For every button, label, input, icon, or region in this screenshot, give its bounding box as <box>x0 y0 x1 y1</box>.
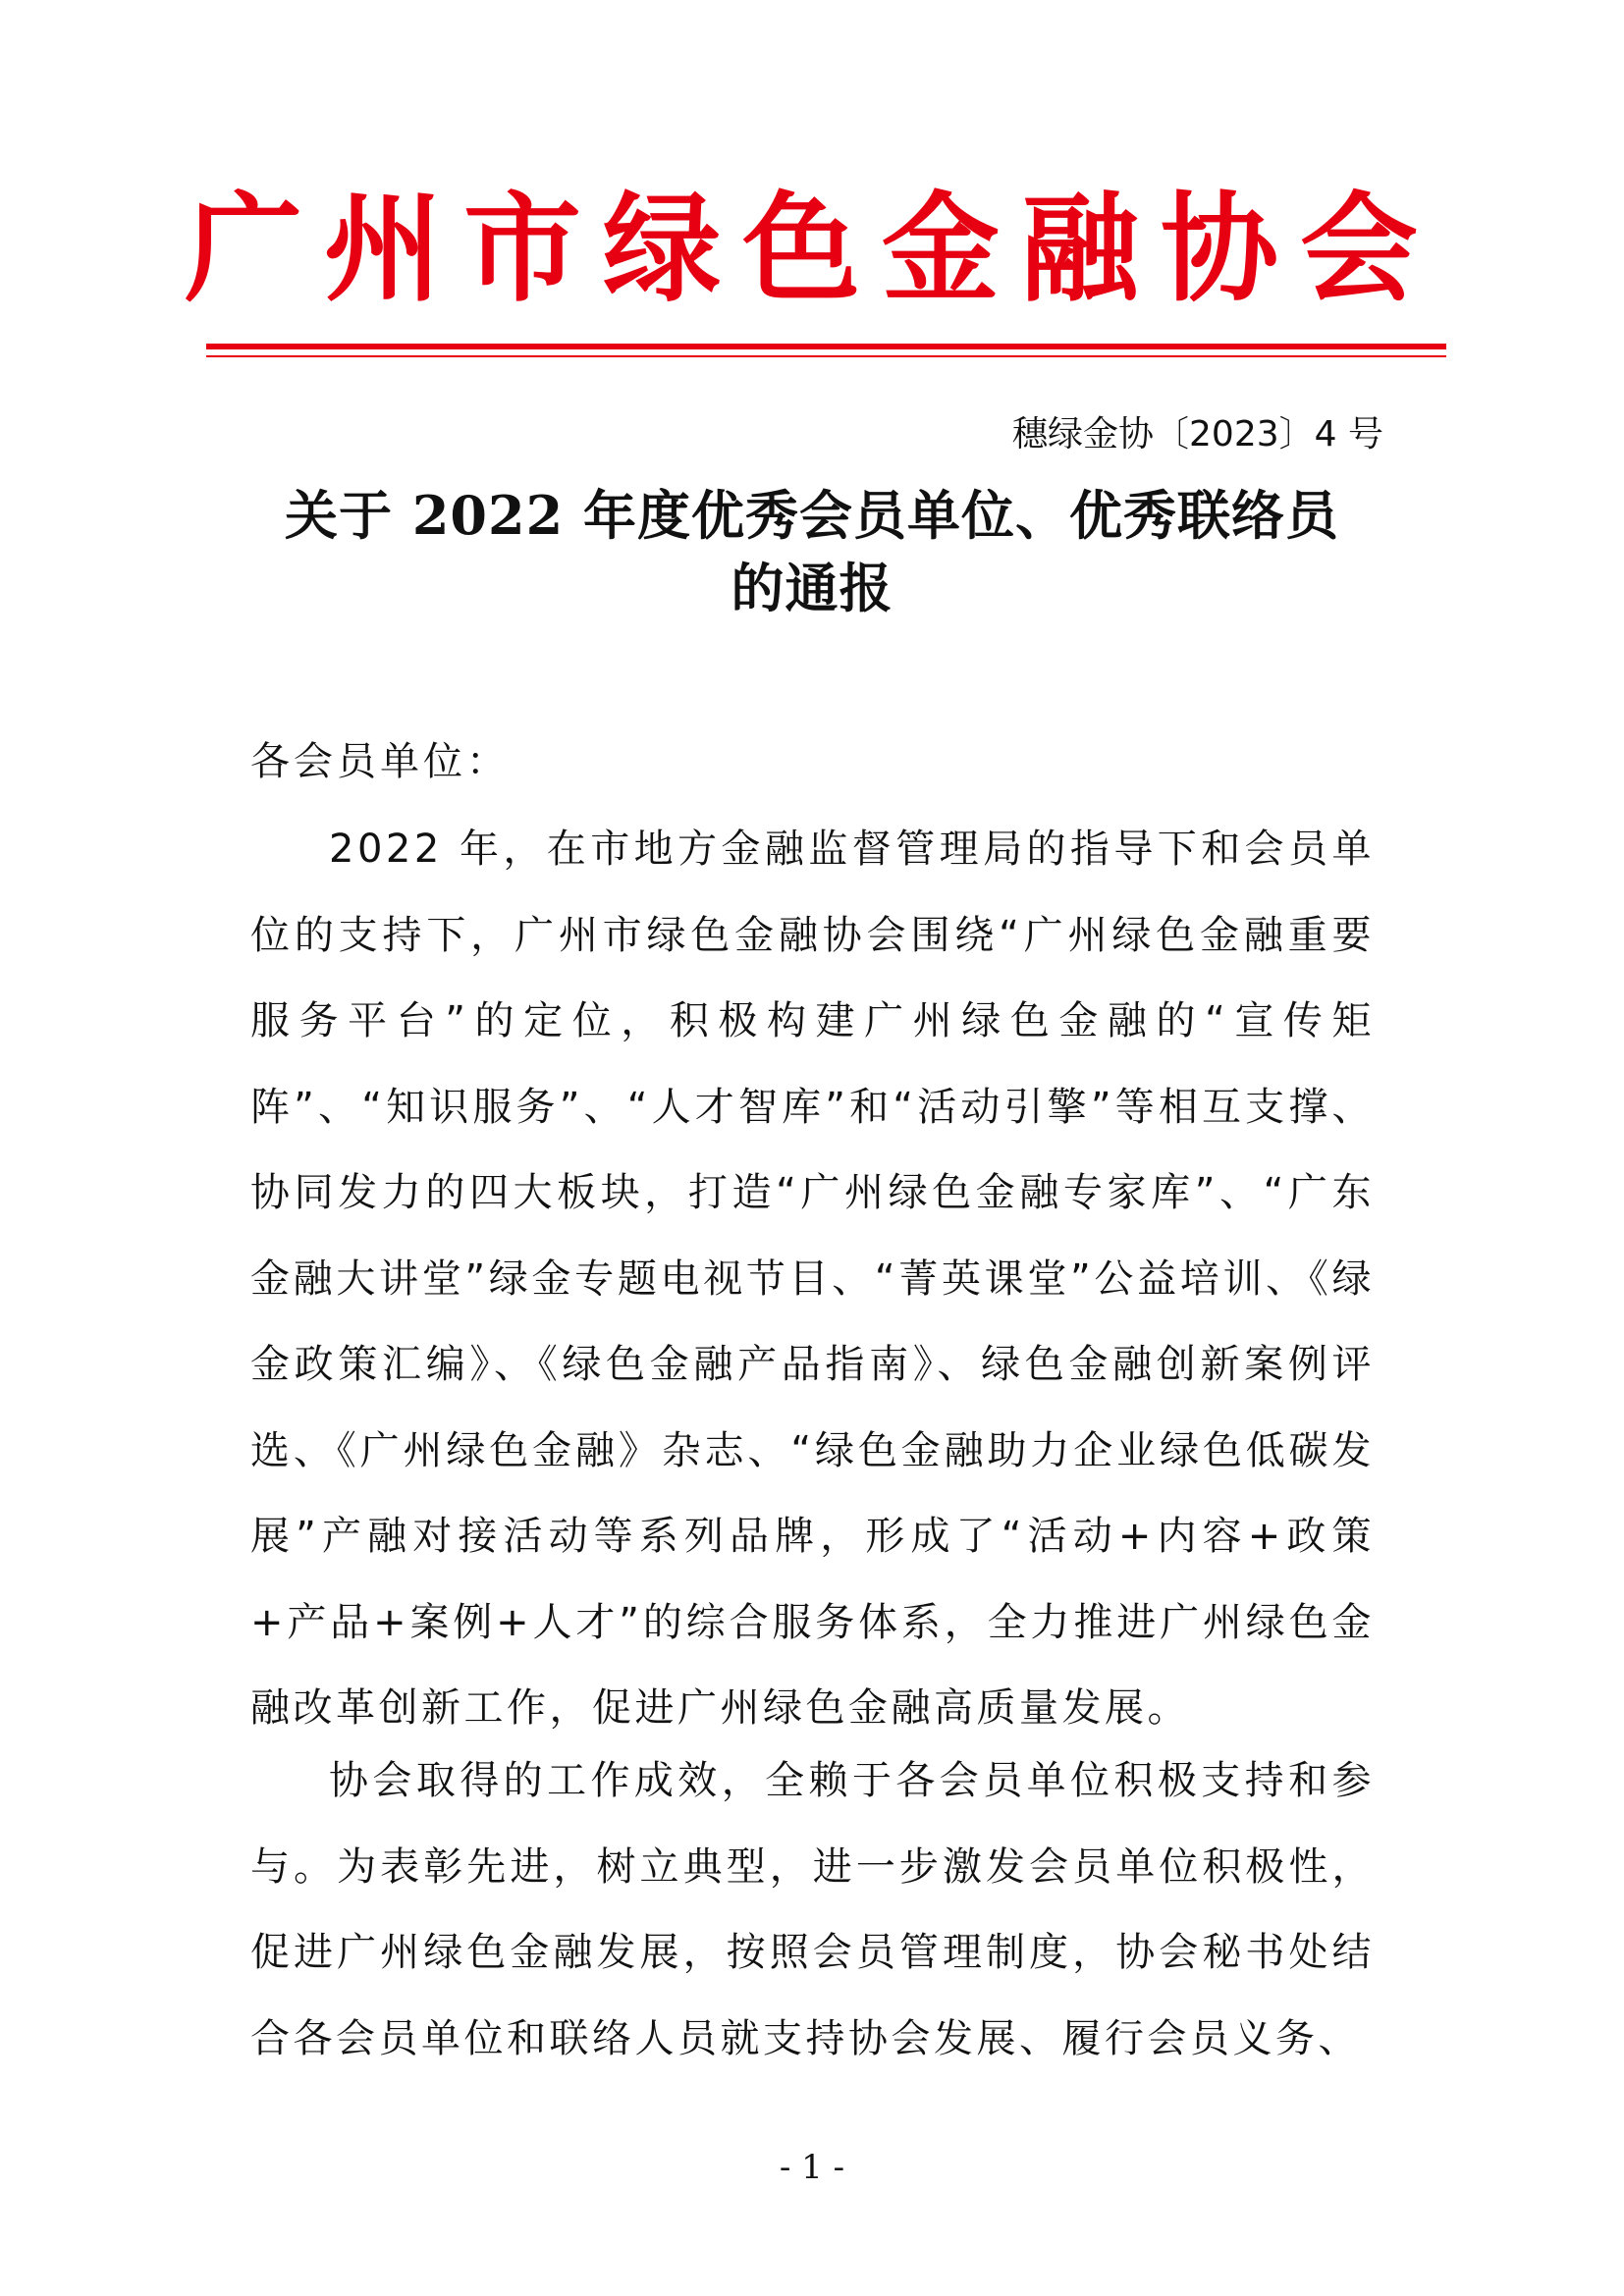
letterhead-rule-thin <box>206 355 1446 357</box>
letterhead-title: 广州市绿色金融协会 <box>185 182 1439 318</box>
document-title-line-2: 的通报 <box>731 557 893 619</box>
document-title <box>177 479 1447 624</box>
body-paragraph-1: 2022 年，在市地方金融监督管理局的指导下和会员单位的支持下，广州市绿色金融协会围绕“广州绿色金融重要服务平台”的定位，积极构建广州绿色金融的“宣传矩阵”、“知识服务”、“人才智库”和“活动引擎”等相互支撑、协同发力的四大板块，打造“广州绿色金融专家库”、“广东金融大讲堂”绿金专题电视节目、“菁英课堂”公益培训、《绿金政策汇编》、《绿色金融产品指南》、绿色金融创新案例评选、《广州绿色金融》杂志、“绿色金融助力企业绿色低碳发展”产融对接活动等系列品牌，形成了“活动+内容+政策+产品+案例+人才”的综合服务体系，全力推进广州绿色金融改革创新工作，促进广州绿色金融高质量发展。 <box>250 827 1375 1731</box>
body-paragraph-2: 协会取得的工作成效，全赖于各会员单位积极支持和参与。为表彰先进，树立典型，进一步激发会员单位积极性，促进广州绿色金融发展，按照会员管理制度，协会秘书处结合各会员单位和联络人员就支持协会发展、履行会员义务、 <box>250 1758 1375 2061</box>
document-number: 穗绿金协〔2023〕4 号 <box>1012 414 1383 454</box>
salutation: 各会员单位： <box>250 739 510 784</box>
page-number: - 1 - <box>779 2148 845 2187</box>
document-title-line-1: 关于 2022 年度优秀会员单位、优秀联络员 <box>285 484 1339 547</box>
letterhead-rule-thick <box>206 344 1446 349</box>
